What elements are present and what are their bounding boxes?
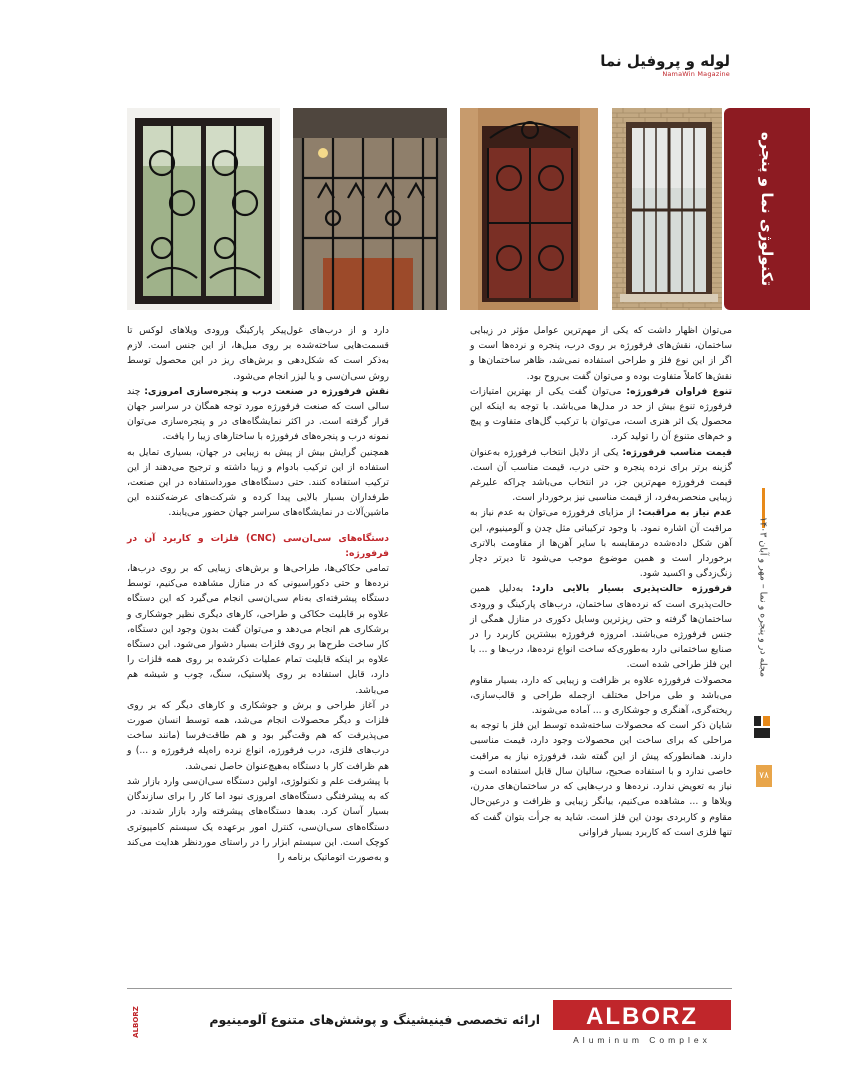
paragraph: عدم نیاز به مراقبت: از مزایای فرفورژه می‌توان به عدم نیاز به مراقبت آن اشاره نمود. با وجود ترکیباتی مثل چدن و آلومینیوم، این آهن شکل داده‌شده درمقایسه با سایر آهن‌ها از مقاومت بالاتری برخوردار است و همین موضوع موجب می‌شود تا دیرتر دچار زنگ‌زدگی و اکسید شود. <box>470 507 733 580</box>
magazine-logo <box>600 52 730 80</box>
paragraph: تمامی حکاکی‌ها، طراحی‌ها و برش‌های زیبایی که بر روی درب‌ها، نرده‌ها و حتی دکوراسیونی که در منازل مشاهده می‌کنیم، توسط دستگاه پیشرفته‌ای به‌نام سی‌ان‌سی انجام می‌گیرد که این دستگاه علاوه بر قابلیت حکاکی و طراحی، کارهای دیگری نظیر جوشکاری و برشکاری هم انجام می‌دهد و می‌توان گفت بدون وجود این دستگاه، کار ساخت طرح‌ها بر روی فلزات بسیار دشوار می‌شود. این دستگاه علاوه بر اینکه قابلیت تمام عملیات ذکرشده بر روی همه فلزات را دارد، قابل استفاده بر روی پلاستیک، سنگ، چوب و شیشه هم می‌باشد. <box>127 563 389 696</box>
photo-window-grille-1 <box>612 108 722 310</box>
paragraph: می‌توان اظهار داشت که یکی از مهم‌ترین عوامل مؤثر در زیبایی ساختمان، نقش‌های فرفورژه بر روی درب، پنجره و نرده‌ها است و اگر از این نوع فلز و طراحی استفاده نمی‌شد، ظاهر ساختمان‌ها و نقش‌ها کاملاً متفاوت بوده و می‌توان گفت بی‌روح بود. <box>470 325 732 382</box>
issue-strip-text: مجله در و پنجره و نما – مهر و آبان ۱۴۰۳ <box>757 516 769 678</box>
mini-logo-icon <box>750 712 774 742</box>
section-heading: دستگاه‌های سی‌ان‌سی (CNC) فلزات و کاربرد آن در فرفورژه: <box>127 532 389 559</box>
text-column-right <box>470 323 732 840</box>
paragraph: با پیشرفت علم و تکنولوژی، اولین دستگاه سی‌ان‌سی وارد بازار شد که به پیشرفتگی دستگاه‌های امروزی نبود اما کار را برای سازندگان بسیار آسان کرد. بعدها دستگاه‌های پیشرفته وارد بازار شدند. در دستگاه‌های سی‌ان‌سی، کنترل امور برعهده یک سیستم کامپیوتری کوچک است. این سیستم ابزار را در راستای مورد‌نظر هدایت می‌کند و به‌صورت اتوماتیک برنامه را <box>127 775 389 863</box>
footer-vertical-logo: ALBORZ <box>132 1006 140 1038</box>
paragraph: دارد و از درب‌های غول‌پیکر پارکینگ ورودی ویلاهای لوکس تا قسمت‌هایی ساخته‌شده بر روی مبل‌ها، از این جنس است. لازم به‌ذکر است که شکل‌دهی و برش‌های ریز در این محصول توسط روش سی‌ان‌سی و یا لیزر انجام می‌شود. <box>127 325 389 382</box>
magazine-brand-sub: NamaWin Magazine <box>662 70 730 78</box>
paragraph: تنوع فراوان فرفورژه: می‌توان گفت یکی از بهترین امتیازات فرفورژه تنوع بیش از حد در مدل‌ها می‌باشد. با توجه به اینکه این محصول یک اثر هنری است، می‌توان با ترکیب گل‌های متفاوت و پیچ و خم‌های متنوع آن را تولید کرد. <box>470 385 732 443</box>
paragraph: در آغاز طراحی و برش و جوشکاری و کارهای دیگر که بر روی فلزات و دیگر محصولات انجام می‌شد، همه توسط انسان صورت می‌پذیرفت که هم وقت‌گیر بود و هم طاقت‌فرسا (مانند ساخت درب‌های فلزی، درب فرفورژه، انواع نرده راه‌پله فرفورژه و ...) و هم ظرافت کار با دستگاه به‌هیچ‌عنوان حاصل نمی‌شد. <box>127 699 389 772</box>
paragraph: شایان ذکر است که محصولات ساخته‌شده توسط این فلز با توجه به مراحلی که برای ساخت این محصولات وجود دارد، قیمت مناسبی دارند. همانطورکه پیش از این گفته شد، فرفورژه نیاز به مراقبت خاصی ندارد و با استفاده صحیح، سالیان سال قابل استفاده است و نیاز به تعویض ندارد. نرده‌ها و درب‌هایی که در ساختمان‌های مدرن، ویلاها و ... مشاهده می‌کنیم، بیانگر زیبایی و ظرافت و درعین‌حال مقاوم و کاربردی بودن این فلز است. شاید به جرأت بتوان گفت که تنها فلزی است که کاربرد بسیار فراوانی <box>470 720 732 838</box>
section-tab-label: تکنولوژی نما و پنجره <box>758 131 776 287</box>
paragraph: همچنین گرایش بیش از پیش به زیبایی در جهان، بسیاری تمایل به استفاده از این ترکیب بادوام و زیبا داشته و ترجیح می‌دهند از این ترکیب استفاده کنند. حتی دستگاه‌های مورد‌استفاده در این صنعت، طرفداران بسیار بالایی پیدا کرده و شرکت‌های عرضه‌کننده این ماشین‌آلات در نمایشگاه‌های سراسر جهان حضور می‌یابند. <box>127 446 389 519</box>
paragraph: محصولات فرفورژه علاوه بر ظرافت و زیبایی که دارد، بسیار مقاوم می‌باشد و طی مراحل مختلف ازجمله طراحی و قالب‌سازی، ریخته‌گری، آهنگری و جوشکاری و ... آماده می‌شوند. <box>470 674 732 717</box>
alborz-logo-sub: Aluminum Complex <box>573 1035 711 1045</box>
photo-french-door <box>127 108 280 310</box>
paragraph: نقش فرفورژه در صنعت درب و پنجره‌سازی امروزی: چند سالی است که صنعت فرفورژه مورد توجه همگان در سراسر جهان قرار گرفته است. در اکثر نمایشگاه‌های در و پنجره‌سازی می‌توان نمونه درب و پنجره‌های فرفورژه با ساختارهای زیبا را یافت. <box>127 385 390 443</box>
photo-window-grille-2 <box>460 108 598 310</box>
footer-slogan: ارائه تخصصی فینیشینگ و پوشش‌های متنوع آلومینیوم <box>209 1012 540 1027</box>
magazine-brand: لوله و پروفیل نما <box>600 52 730 70</box>
section-tab <box>724 108 810 310</box>
issue-strip <box>752 492 774 702</box>
paragraph: فرفورژه حالت‌پذیری بسیار بالایی دارد: به‌دلیل همین حالت‌پذیری است که نرده‌های ساختمان، درب‌های پارکینگ و ورودی ساختمان‌ها گرفته و حتی ریزترین وسایل دکوری در منازل همگی از جنس فرفورژه می‌باشند. امروزه فرفورژه بیشترین کاربرد را در صنایع ساختمانی دارد به‌طوری‌که ساخت انواع نرده‌ها، درب‌ها و ... با این فلز طراحی شده است. <box>470 583 732 671</box>
page-number: ۷۸ <box>756 765 772 787</box>
text-column-left <box>127 323 389 865</box>
alborz-logo-text: ALBORZ <box>586 1003 698 1030</box>
paragraph: قیمت مناسب فرفورژه: یکی از دلایل انتخاب فرفورژه به‌عنوان گزینه برتر برای نرده پنجره و حتی درب، قیمت مناسب آن است. قیمت فرفورژه مهم‌ترین جز، در انتخاب می‌باشد چراکه علیرغم زیبایی منحصربه‌فرد، از قیمت مناسبی نیز برخوردار است. <box>470 446 732 504</box>
photo-door-grille <box>293 108 447 310</box>
footer-divider <box>127 988 732 989</box>
alborz-logo <box>553 996 731 1048</box>
